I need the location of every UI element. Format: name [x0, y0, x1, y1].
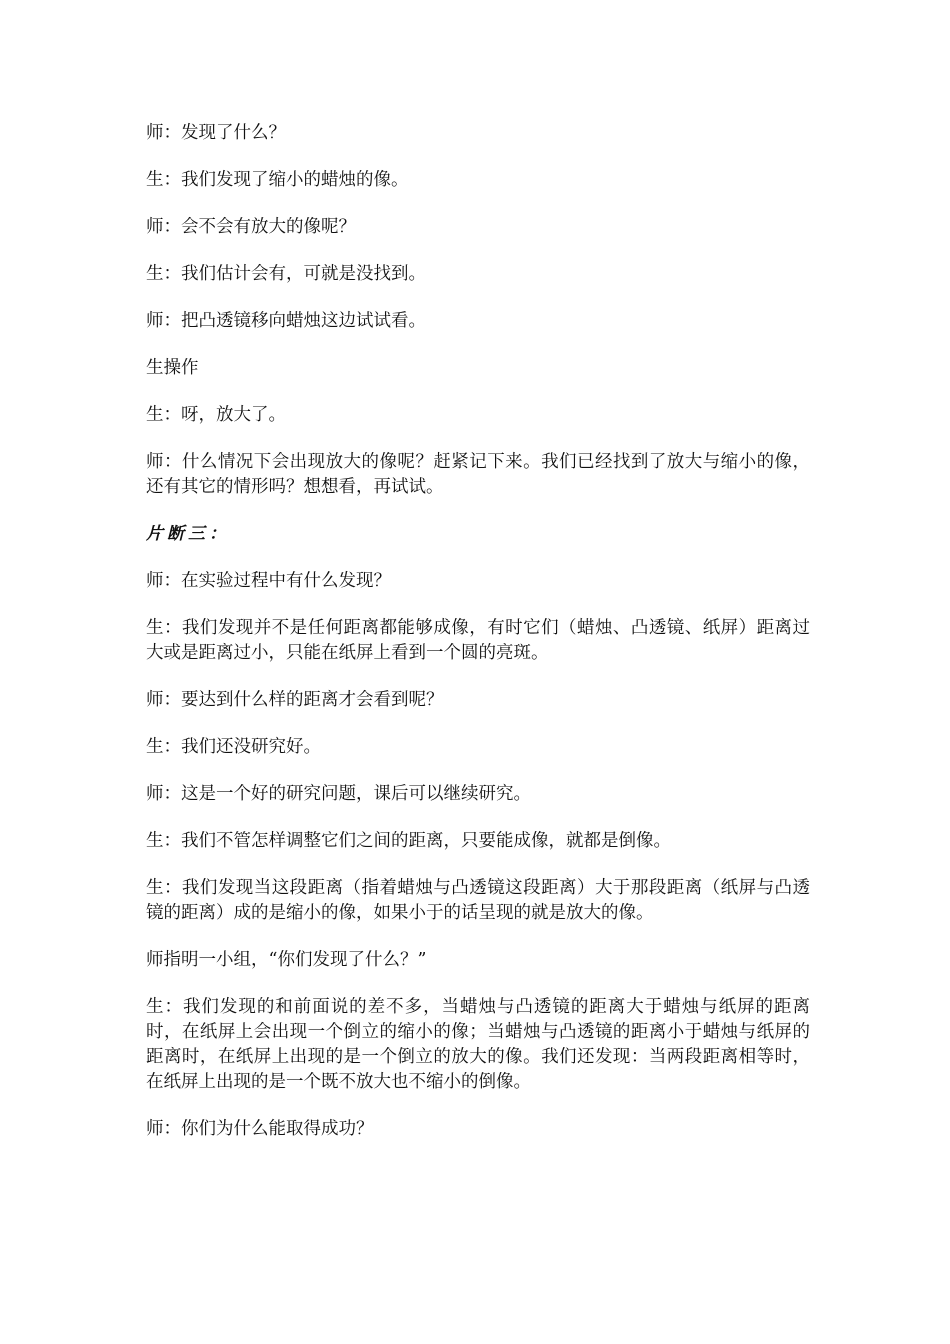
- paragraph-5: 师：把凸透镜移向蜡烛这边试试看。: [146, 311, 426, 331]
- paragraph-12: 生：我们还没研究好。: [146, 737, 321, 757]
- paragraph-15: 生：我们发现当这段距离（指着蜡烛与凸透镜这段距离）大于那段距离（纸屏与凸透镜的距离）成的是缩小的像，如果小于的话呈现的就是放大的像。: [146, 878, 810, 923]
- document-body: [146, 121, 810, 1164]
- paragraph-9: 师：在实验过程中有什么发现？: [146, 571, 391, 591]
- section-heading: 片断三：: [146, 524, 230, 544]
- paragraph-17: 生：我们发现的和前面说的差不多，当蜡烛与凸透镜的距离大于蜡烛与纸屏的距离时，在纸屏上会出现一个倒立的缩小的像；当蜡烛与凸透镜的距离小于蜡烛与纸屏的距离时，在纸屏上出现的是一个倒立的放大的像。我们还发现：当两段距离相等时，在纸屏上出现的是一个既不放大也不缩小的倒像。: [146, 997, 810, 1092]
- paragraph-2: 生：我们发现了缩小的蜡烛的像。: [146, 170, 409, 190]
- paragraph-1: 师：发现了什么？: [146, 123, 286, 143]
- paragraph-11: 师：要达到什么样的距离才会看到呢？: [146, 690, 444, 710]
- paragraph-6: 生操作: [146, 358, 199, 378]
- paragraph-18: 师：你们为什么能取得成功？: [146, 1119, 374, 1139]
- paragraph-4: 生：我们估计会有，可就是没找到。: [146, 264, 426, 284]
- paragraph-3: 师：会不会有放大的像呢？: [146, 217, 356, 237]
- paragraph-16: 师指明一小组，“你们发现了什么？”: [146, 950, 427, 970]
- paragraph-13: 师：这是一个好的研究问题，课后可以继续研究。: [146, 784, 531, 804]
- paragraph-10: 生：我们发现并不是任何距离都能够成像，有时它们（蜡烛、凸透镜、纸屏）距离过大或是距离过小，只能在纸屏上看到一个圆的亮斑。: [146, 618, 810, 663]
- paragraph-8: 师：什么情况下会出现放大的像呢？赶紧记下来。我们已经找到了放大与缩小的像，还有其它的情形吗？想想看，再试试。: [146, 452, 810, 497]
- paragraph-7: 生：呀，放大了。: [146, 405, 286, 425]
- paragraph-14: 生：我们不管怎样调整它们之间的距离，只要能成像，就都是倒像。: [146, 831, 671, 851]
